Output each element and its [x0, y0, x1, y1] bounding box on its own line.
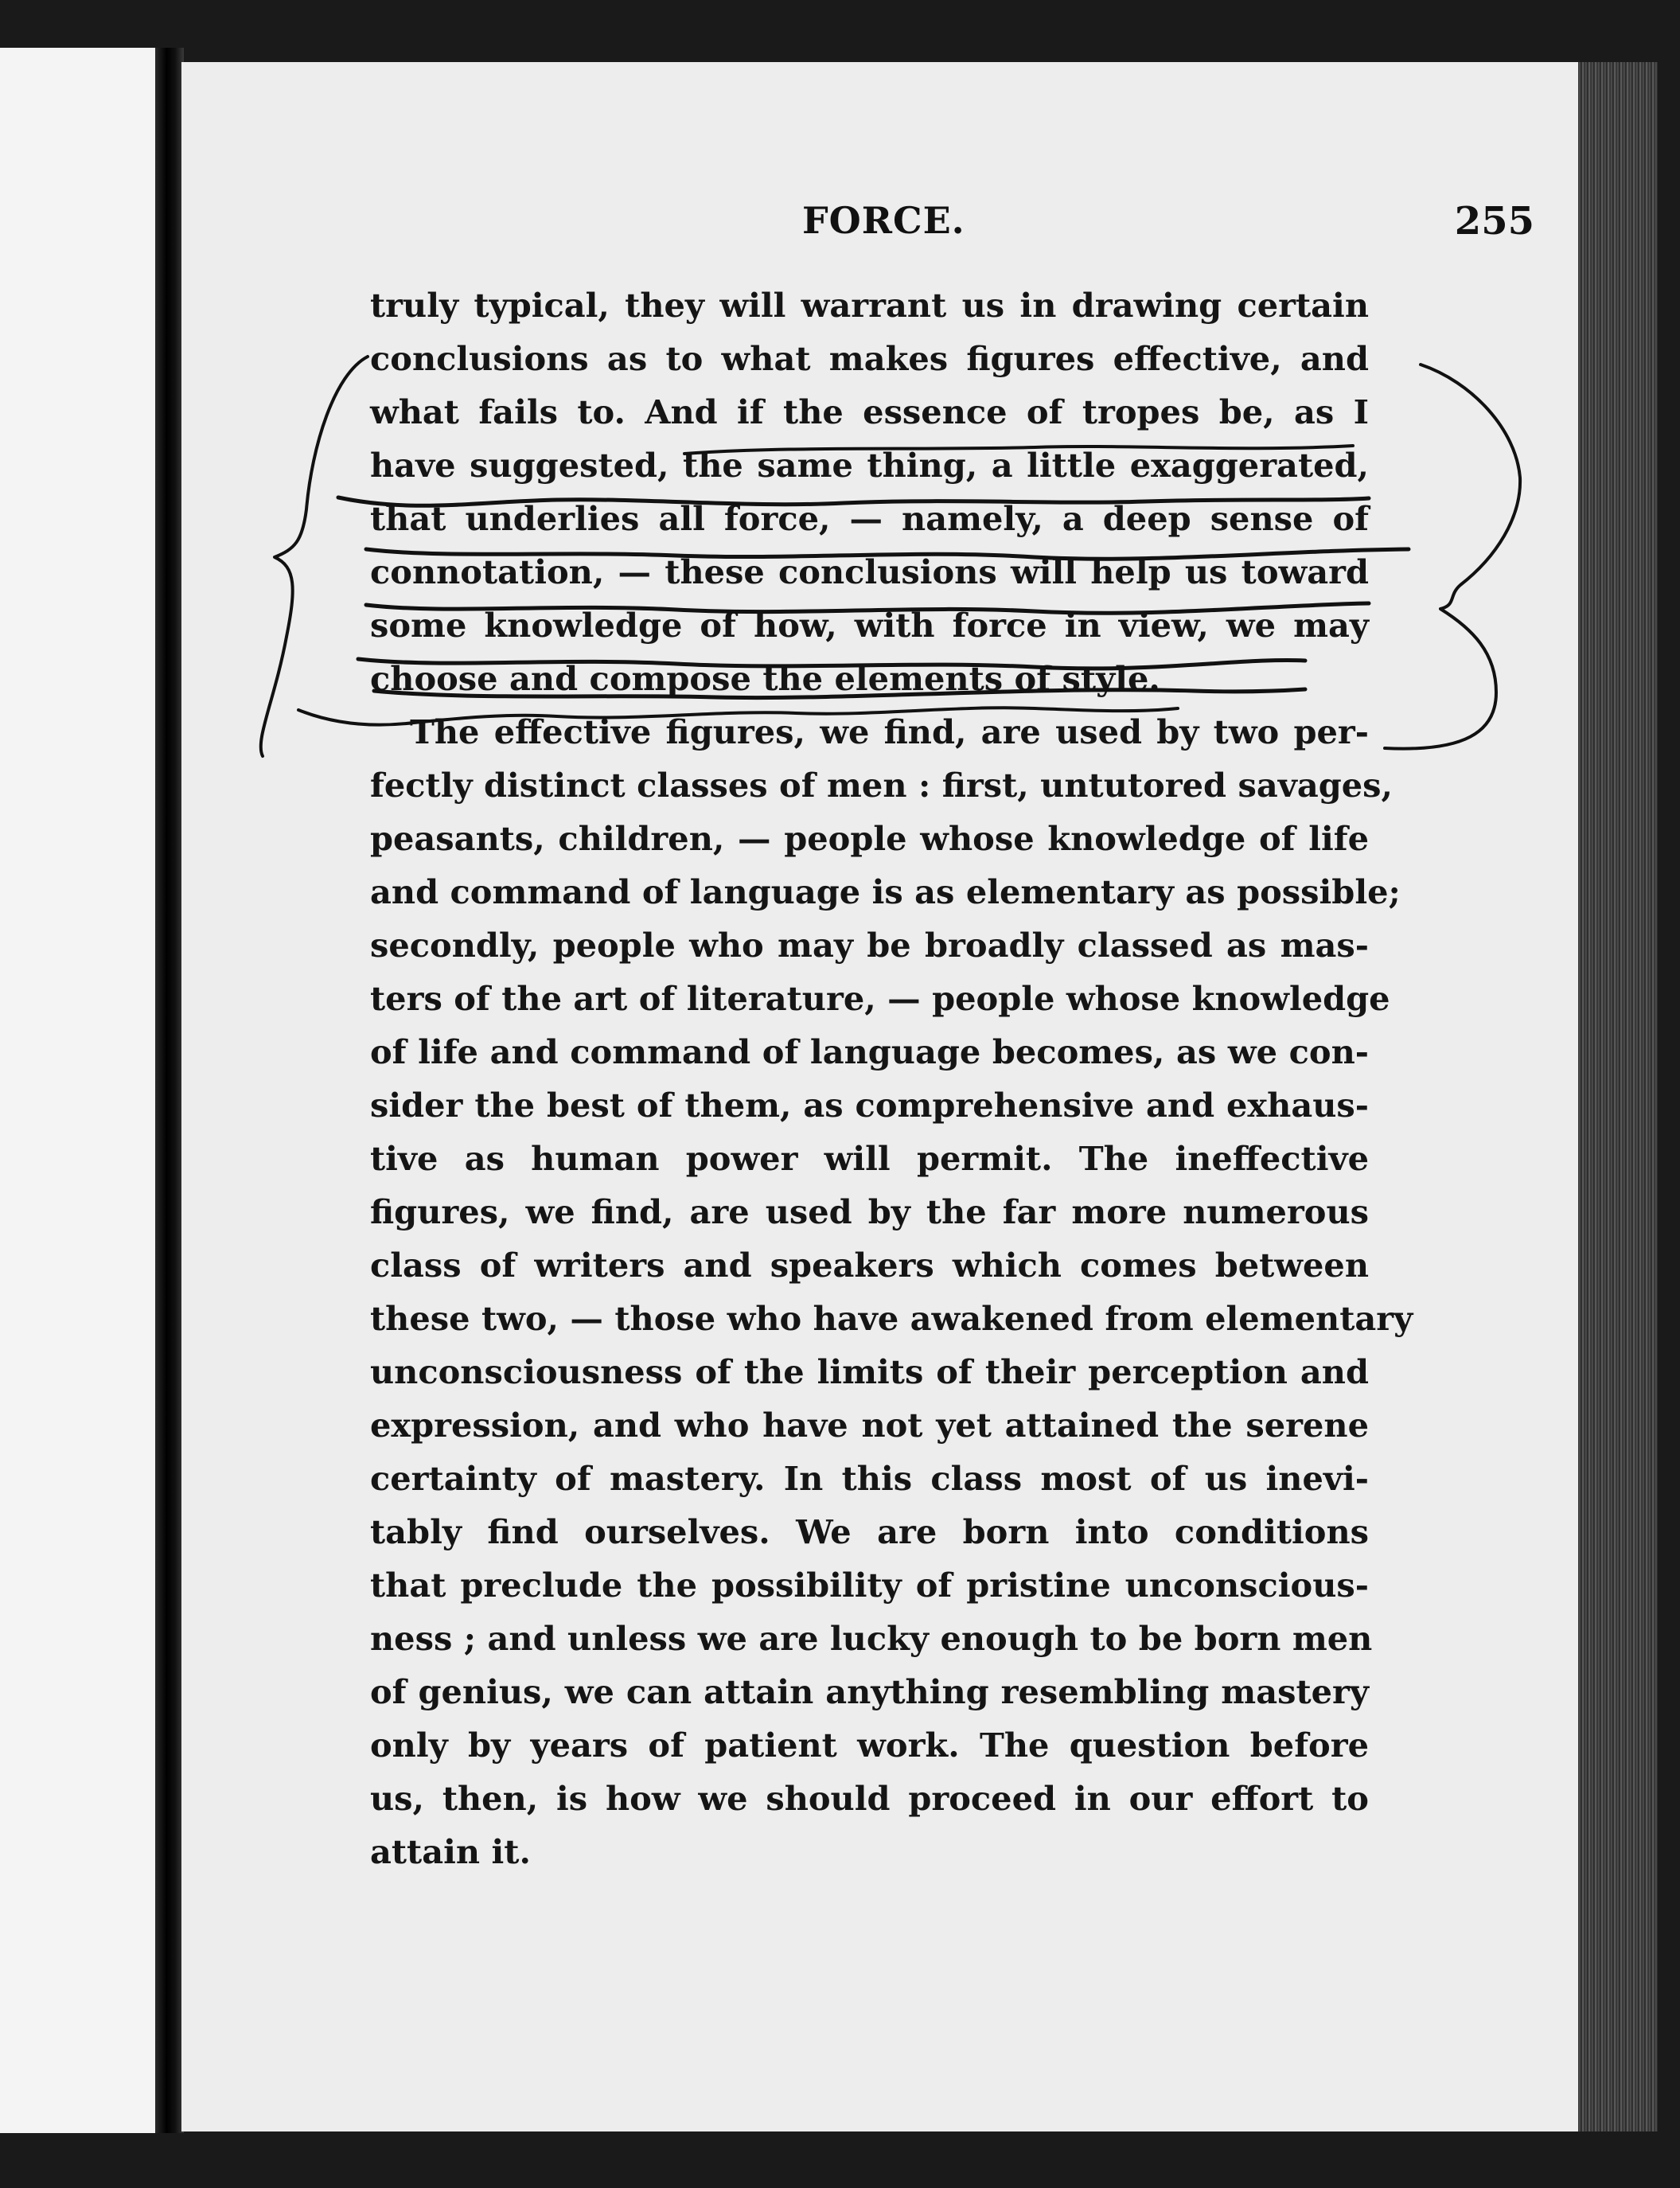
text-line: of life and command of language becomes, as we con- [370, 1032, 1369, 1071]
text-line: these two, — those who have awakened from elementary [370, 1299, 1413, 1338]
text-line: connotation, — these conclusions will help us toward [370, 552, 1369, 591]
text-line: of genius, we can attain anything resembling mastery [370, 1672, 1369, 1711]
page-header [181, 199, 1578, 255]
text-line: conclusions as to what makes figures effective, and [370, 339, 1369, 378]
text-line: class of writers and speakers which comes between [370, 1246, 1369, 1285]
text-line: have suggested, the same thing, a little exaggerated, [370, 446, 1369, 485]
text-line: choose and compose the elements of style. [370, 659, 1160, 698]
text-line: ness ; and unless we are lucky enough to be born men [370, 1619, 1373, 1658]
text-line: truly typical, they will warrant us in drawing certain [370, 286, 1369, 325]
text-line: ters of the art of literature, — people whose knowledge [370, 979, 1390, 1018]
text-line: The effective figures, we find, are used by two per- [410, 712, 1369, 751]
book-gutter [155, 48, 184, 2133]
text-line: expression, and who have not yet attained the serene [370, 1406, 1369, 1445]
body-text [370, 279, 1413, 1878]
text-line: tive as human power will permit. The ineffective [370, 1139, 1369, 1178]
page-stack-edge [1578, 62, 1658, 2131]
text-line: us, then, is how we should proceed in our effort to [370, 1779, 1369, 1818]
text-line: attain it. [370, 1832, 531, 1871]
text-line: that underlies all force, — namely, a deep sense of [370, 499, 1369, 538]
text-line: tably find ourselves. We are born into conditions [370, 1512, 1369, 1551]
page-number: 255 [1454, 199, 1534, 244]
text-line: fectly distinct classes of men : first, untutored savages, [370, 766, 1393, 805]
text-line: sider the best of them, as comprehensive and exhaus- [370, 1086, 1369, 1125]
text-line: unconsciousness of the limits of their perception and [370, 1352, 1369, 1391]
text-line: that preclude the possibility of pristine unconscious- [370, 1566, 1369, 1605]
text-line: certainty of mastery. In this class most of us inevi- [370, 1459, 1369, 1498]
text-line: figures, we find, are used by the far more numerous [370, 1192, 1369, 1231]
facing-page-edge [0, 48, 171, 2133]
text-line: what fails to. And if the essence of tropes be, as I [370, 392, 1369, 431]
text-line: and command of language is as elementary as possible; [370, 872, 1401, 911]
text-line: peasants, children, — people whose knowledge of life [370, 819, 1369, 858]
text-line: only by years of patient work. The question before [370, 1726, 1369, 1765]
text-line: some knowledge of how, with force in view, we may [370, 606, 1369, 645]
running-head: FORCE. [802, 199, 965, 242]
text-line: secondly, people who may be broadly classed as mas- [370, 926, 1369, 965]
